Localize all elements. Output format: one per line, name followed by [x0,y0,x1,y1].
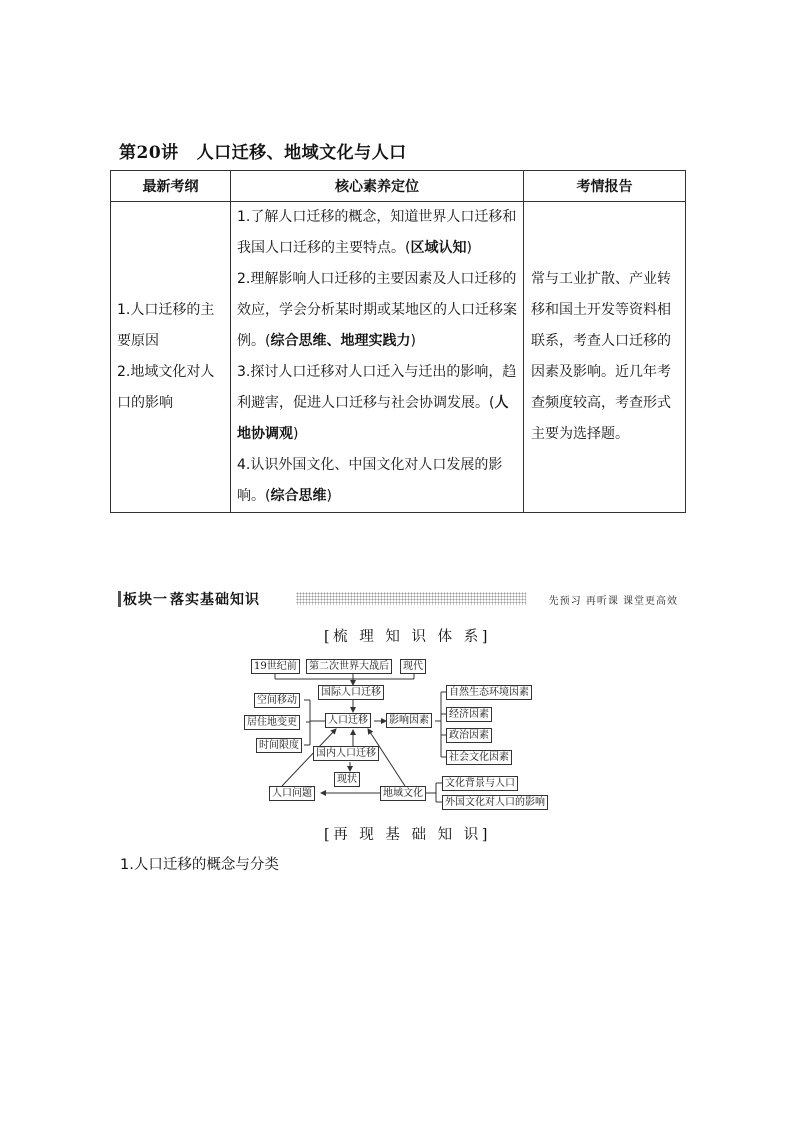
node-domestic-migration: 国内人口迁移 [313,746,379,761]
node-population-problems: 人口问题 [269,786,315,801]
node-influencing-factors: 影响因素 [386,713,432,728]
node-international-migration: 国际人口迁移 [318,685,384,700]
literacy-tag: 人地协调观 [237,395,509,442]
header-core-literacy: 核心素养定位 [231,171,524,202]
node-time-limit: 时间限度 [256,738,302,753]
syllabus-item: 1.人口迁移的主要原因 [117,302,215,349]
literacy-tag: 综合思维、地理实践力 [270,333,411,349]
header-latest-syllabus: 最新考纲 [111,171,231,202]
literacy-item: 4.认识外国文化、中国文化对人口发展的影响。(综合思维) [237,457,503,504]
banner-title: 板块一 落实基础知识 [123,592,260,608]
banner-slogan: 先预习 再听课 课堂更高效 [548,596,678,607]
node-sociocultural-factors: 社会文化因素 [446,750,512,765]
node-regional-culture: 地域文化 [380,786,426,801]
literacy-item: 1.了解人口迁移的概念，知道世界人口迁移和我国人口迁移的主要特点。(区域认知) [237,209,517,256]
syllabus-item: 2.地域文化对人口的影响 [117,364,215,411]
node-political-factors: 政治因素 [446,728,492,743]
header-exam-report: 考情报告 [524,171,686,202]
node-foreign-culture-influence: 外国文化对人口的影响 [442,795,548,810]
node-cultural-background: 文化背景与人口 [442,776,518,791]
node-population-migration: 人口迁移 [325,713,371,728]
knowledge-system-heading: [梳 理 知 识 体 系] [324,629,491,645]
section-one-heading: 1.人口迁移的概念与分类 [120,857,279,873]
exam-report-cell: 常与工业扩散、产业转移和国土开发等资料相联系，考查人口迁移的因素及影响。近几年考查频度较高，考查形式主要为选择题。 [524,202,686,513]
node-residence-change: 居住地变更 [244,715,300,730]
node-before-19th-century: 19世纪前 [251,659,300,674]
literacy-tag: 区域认知 [410,240,467,256]
lecture-number: 第20讲 [119,143,179,163]
node-modern: 现代 [400,659,426,674]
node-economic-factors: 经济因素 [446,707,492,722]
literacy-tag: 综合思维 [270,488,327,504]
node-after-ww2: 第二次世界大战后 [306,659,392,674]
lecture-topic: 人口迁移、地域文化与人口 [196,143,407,163]
node-current-status: 现状 [334,772,360,787]
reproduce-knowledge-heading: [再 现 基 础 知 识] [324,827,491,843]
literacy-item: 3.探讨人口迁移对人口迁入与迁出的影响，趋利避害，促进人口迁移与社会协调发展。(人地协调观) [237,364,517,442]
node-natural-factors: 自然生态环境因素 [446,685,532,700]
node-spatial-movement: 空间移动 [254,693,300,708]
literacy-item: 2.理解影响人口迁移的主要因素及人口迁移的效应，学会分析某时期或某地区的人口迁移案例。(综合思维、地理实践力) [237,271,517,349]
